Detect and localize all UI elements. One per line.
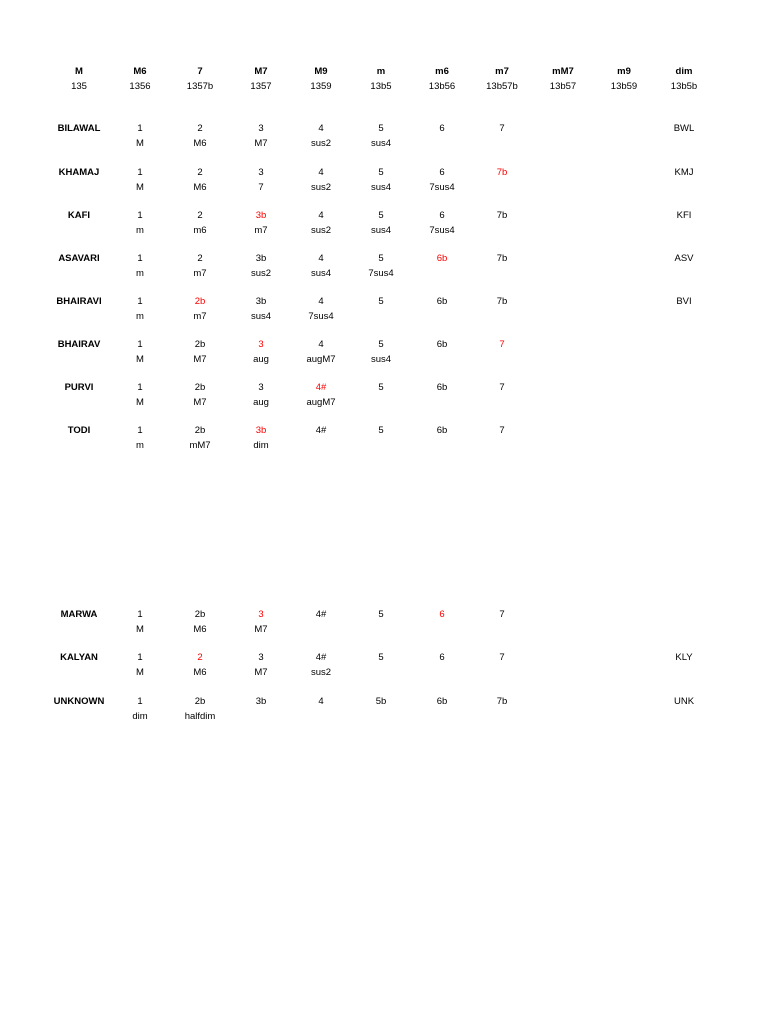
scale-degree: 3b (255, 210, 267, 221)
chord-type-header: dim (675, 66, 693, 77)
scale-degree: 4 (318, 296, 324, 307)
scale-degree: 7b (496, 253, 508, 264)
scale-degree: 3b (255, 296, 267, 307)
raga-code: BVI (676, 296, 692, 307)
chord-formula: 1356 (129, 81, 151, 92)
scale-degree: 2 (197, 167, 203, 178)
raga-name: TODI (67, 425, 91, 436)
scale-degree: 1 (137, 609, 143, 620)
raga-name: KAFI (67, 210, 91, 221)
scale-degree: 3 (258, 167, 264, 178)
scale-degree: 1 (137, 652, 143, 663)
scale-degree: 3 (258, 339, 264, 350)
chord-quality: M6 (193, 667, 207, 678)
chord-quality: augM7 (306, 397, 336, 408)
chord-quality: M7 (254, 624, 268, 635)
chord-quality: sus2 (310, 667, 332, 678)
chord-quality: M (136, 182, 144, 193)
scale-degree: 1 (137, 253, 143, 264)
scale-degree: 4 (318, 253, 324, 264)
scale-degree: 7 (499, 609, 505, 620)
chord-quality: M (136, 667, 144, 678)
raga-code: ASV (674, 253, 694, 264)
chord-quality: 7sus4 (308, 311, 334, 322)
scale-degree: 4# (315, 652, 327, 663)
scale-degree: 4# (315, 425, 327, 436)
scale-degree: 2b (194, 296, 206, 307)
chord-quality: M6 (193, 138, 207, 149)
chord-quality: sus4 (310, 268, 332, 279)
chord-quality: m7 (193, 268, 207, 279)
scale-degree: 2 (197, 210, 203, 221)
scale-degree: 2 (197, 253, 203, 264)
scale-degree: 7b (496, 167, 508, 178)
scale-degree: 1 (137, 167, 143, 178)
chord-quality: mM7 (189, 440, 211, 451)
chord-quality: m (136, 440, 144, 451)
scale-degree: 1 (137, 210, 143, 221)
scale-degree: 7b (496, 696, 508, 707)
chord-quality: 7sus4 (429, 182, 455, 193)
scale-degree: 4# (315, 382, 327, 393)
scale-degree: 5b (375, 696, 387, 707)
chord-quality: 7sus4 (368, 268, 394, 279)
scale-degree: 6 (439, 123, 445, 134)
scale-degree: 1 (137, 382, 143, 393)
scale-degree: 7b (496, 296, 508, 307)
chord-quality: m6 (193, 225, 207, 236)
chord-quality: m (136, 225, 144, 236)
chord-formula: 1357b (186, 81, 214, 92)
raga-code: KLY (675, 652, 693, 663)
scale-degree: 5 (378, 652, 384, 663)
chord-formula: 1359 (310, 81, 332, 92)
scale-degree: 1 (137, 339, 143, 350)
scale-degree: 2b (194, 609, 206, 620)
scale-degree: 5 (378, 339, 384, 350)
scale-degree: 5 (378, 123, 384, 134)
chord-quality: halfdim (184, 711, 216, 722)
chord-formula: 1357 (250, 81, 272, 92)
scale-degree: 6 (439, 609, 445, 620)
raga-code: KFI (676, 210, 692, 221)
chord-quality: augM7 (306, 354, 336, 365)
chord-type-header: m6 (435, 66, 449, 77)
chord-type-header: 7 (197, 66, 203, 77)
scale-degree: 3 (258, 609, 264, 620)
scale-degree: 3b (255, 425, 267, 436)
scale-degree: 4 (318, 123, 324, 134)
chord-quality: m (136, 268, 144, 279)
scale-degree: 2b (194, 339, 206, 350)
scale-degree: 6b (436, 425, 448, 436)
chord-type-header: m9 (617, 66, 631, 77)
scale-degree: 4 (318, 210, 324, 221)
scale-degree: 1 (137, 296, 143, 307)
chord-formula: 13b56 (428, 81, 456, 92)
scale-degree: 5 (378, 609, 384, 620)
chord-formula: 13b5 (370, 81, 392, 92)
chord-quality: sus4 (370, 138, 392, 149)
scale-degree: 6b (436, 696, 448, 707)
raga-name: BHAIRAV (57, 339, 101, 350)
chord-type-header: m (376, 66, 386, 77)
chord-quality: sus4 (370, 354, 392, 365)
chord-quality: 7sus4 (429, 225, 455, 236)
chord-quality: sus2 (310, 182, 332, 193)
scale-degree: 6 (439, 652, 445, 663)
chord-quality: m7 (193, 311, 207, 322)
scale-degree: 6 (439, 167, 445, 178)
chord-quality: M6 (193, 182, 207, 193)
scale-degree: 1 (137, 696, 143, 707)
scale-degree: 2 (197, 652, 203, 663)
chord-quality: sus2 (310, 138, 332, 149)
scale-degree: 6b (436, 253, 448, 264)
scale-degree: 3 (258, 123, 264, 134)
chord-quality: sus4 (370, 225, 392, 236)
chord-quality: M (136, 397, 144, 408)
chord-type-header: mM7 (552, 66, 574, 77)
chord-quality: M (136, 354, 144, 365)
scale-degree: 3 (258, 382, 264, 393)
chord-quality: dim (132, 711, 148, 722)
chord-quality: M (136, 138, 144, 149)
raga-name: PURVI (64, 382, 94, 393)
chord-quality: 7 (258, 182, 264, 193)
scale-degree: 3 (258, 652, 264, 663)
raga-name: BILAWAL (57, 123, 101, 134)
chord-quality: m (136, 311, 144, 322)
raga-name: KALYAN (60, 652, 98, 663)
chord-quality: sus2 (250, 268, 272, 279)
raga-code: BWL (673, 123, 695, 134)
chord-formula: 13b57 (549, 81, 577, 92)
scale-degree: 7 (499, 339, 505, 350)
scale-degree: 4 (318, 167, 324, 178)
raga-code: KMJ (674, 167, 694, 178)
scale-degree: 7 (499, 382, 505, 393)
scale-degree: 2b (194, 425, 206, 436)
scale-degree: 7 (499, 123, 505, 134)
chord-quality: M7 (193, 397, 207, 408)
scale-degree: 4 (318, 696, 324, 707)
scale-degree: 2 (197, 123, 203, 134)
chord-formula: 135 (71, 81, 87, 92)
scale-degree: 7 (499, 652, 505, 663)
scale-degree: 2b (194, 382, 206, 393)
scale-degree: 2b (194, 696, 206, 707)
chord-quality: dim (253, 440, 269, 451)
raga-name: BHAIRAVI (56, 296, 102, 307)
scale-degree: 7b (496, 210, 508, 221)
scale-degree: 4# (315, 609, 327, 620)
chord-type-header: M (75, 66, 83, 77)
chord-formula: 13b59 (610, 81, 638, 92)
chord-type-header: M7 (254, 66, 268, 77)
scale-degree: 6 (439, 210, 445, 221)
scale-degree: 5 (378, 167, 384, 178)
chord-quality: M6 (193, 624, 207, 635)
chord-quality: aug (253, 354, 269, 365)
chord-quality: sus2 (310, 225, 332, 236)
scale-degree: 6b (436, 339, 448, 350)
scale-degree: 5 (378, 382, 384, 393)
scale-degree: 5 (378, 425, 384, 436)
raga-name: KHAMAJ (58, 167, 100, 178)
chord-quality: M7 (193, 354, 207, 365)
chord-type-header: m7 (495, 66, 509, 77)
raga-name: UNKNOWN (53, 696, 105, 707)
scale-degree: 6b (436, 296, 448, 307)
chord-quality: sus4 (250, 311, 272, 322)
scale-degree: 3b (255, 253, 267, 264)
scale-degree: 6b (436, 382, 448, 393)
scale-degree: 5 (378, 253, 384, 264)
scale-degree: 1 (137, 425, 143, 436)
raga-code: UNK (673, 696, 695, 707)
scale-degree: 7 (499, 425, 505, 436)
chord-quality: m7 (254, 225, 268, 236)
raga-name: MARWA (60, 609, 98, 620)
scale-degree: 5 (378, 210, 384, 221)
scale-degree: 5 (378, 296, 384, 307)
chord-formula: 13b57b (486, 81, 518, 92)
scale-degree: 3b (255, 696, 267, 707)
chord-type-header: M6 (133, 66, 147, 77)
chord-formula: 13b5b (670, 81, 698, 92)
raga-name: ASAVARI (58, 253, 100, 264)
chord-quality: aug (253, 397, 269, 408)
scale-degree: 1 (137, 123, 143, 134)
chord-type-header: M9 (314, 66, 328, 77)
chord-quality: M7 (254, 138, 268, 149)
chord-quality: M7 (254, 667, 268, 678)
scale-degree: 4 (318, 339, 324, 350)
chord-quality: sus4 (370, 182, 392, 193)
chord-quality: M (136, 624, 144, 635)
